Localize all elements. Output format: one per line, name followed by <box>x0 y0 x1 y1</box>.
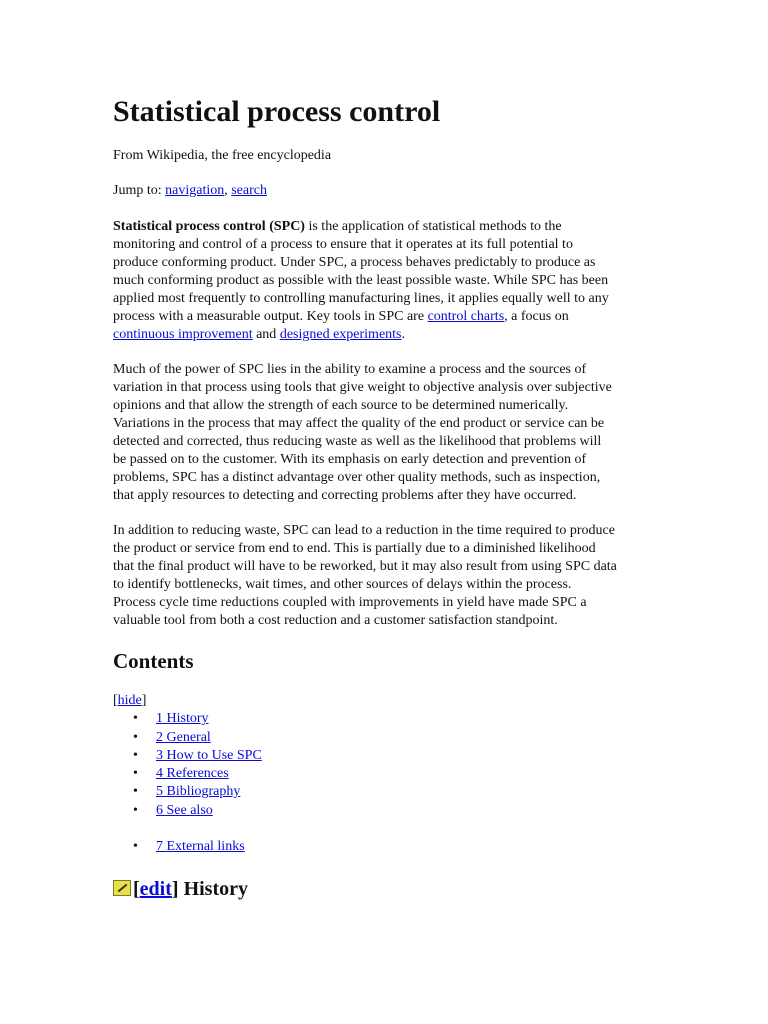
intro-line-1 <box>113 218 663 236</box>
tagline: From Wikipedia, the free encyclopedia <box>113 148 332 163</box>
power-line-7: problems, SPC has a distinct advantage over other quality methods, such as inspection, <box>113 470 601 485</box>
toc-item <box>113 729 262 747</box>
toc-link-how-to-use[interactable]: 3 How to Use SPC <box>156 747 262 763</box>
power-line-3: opinions and that allow the strength of each source to be determined numerically. <box>113 398 569 413</box>
waste-line-2: the product or service from end to end. This is partially due to a diminished likelihood <box>113 541 596 556</box>
table-of-contents <box>113 692 262 856</box>
toc-link-bibliography[interactable]: 5 Bibliography <box>156 784 241 800</box>
bullet-icon: • <box>133 802 138 818</box>
toc-link-see-also[interactable]: 6 See also <box>156 802 213 818</box>
power-line-6: be passed on to the customer. With its emphasis on early detection and prevention of <box>113 452 587 467</box>
intro-paragraph <box>113 218 663 344</box>
intro-line-6 <box>113 308 663 326</box>
navigation-link[interactable]: navigation <box>165 183 225 198</box>
designed-experiments-link[interactable]: designed experiments <box>279 327 402 342</box>
intro-line-1-text: is the application of statistical methods to the <box>304 219 562 234</box>
waste-line-5: Process cycle time reductions coupled with improvements in yield have made SPC a <box>113 595 587 610</box>
intro-line-7-and: and <box>252 327 280 342</box>
toc-list <box>113 710 262 856</box>
toc-item <box>113 838 262 856</box>
toc-item <box>113 783 262 801</box>
power-line-5: detected and corrected, thus reducing waste as well as the likelihood that problems will <box>113 434 602 449</box>
intro-line-7-period: . <box>401 327 405 342</box>
jump-separator: , <box>224 183 232 198</box>
toc-link-external-links[interactable]: 7 External links <box>156 839 245 855</box>
control-charts-link[interactable]: control charts <box>427 309 505 324</box>
hide-bracket-open: [ <box>113 693 118 708</box>
intro-line-7 <box>113 326 663 344</box>
edit-bracket-open: [ <box>133 878 140 900</box>
bullet-icon: • <box>133 747 138 763</box>
page-title: Statistical process control <box>113 95 441 128</box>
waste-line-4: to identify bottlenecks, wait times, and other sources of delays within the process. <box>113 577 572 592</box>
bullet-icon: • <box>133 839 138 855</box>
waste-line-6: valuable tool from both a cost reduction and a customer satisfaction standpoint. <box>113 613 558 628</box>
waste-line-3: that the final product will have to be reworked, but it may also result from using SPC data <box>113 559 617 574</box>
power-line-1: Much of the power of SPC lies in the ability to examine a process and the sources of <box>113 362 587 377</box>
pencil-icon[interactable] <box>113 880 131 896</box>
bullet-icon: • <box>133 711 138 727</box>
edit-bracket-close: ] <box>171 878 179 900</box>
intro-line-3: produce conforming product. Under SPC, a process behaves predictably to produce as <box>113 255 596 270</box>
power-line-8: that apply resources to detecting and correcting problems after they have occurred. <box>113 488 577 503</box>
bullet-icon: • <box>133 766 138 782</box>
waste-paragraph <box>113 522 663 630</box>
toc-item <box>113 747 262 765</box>
toc-hide-toggle <box>113 692 262 710</box>
bullet-icon: • <box>133 729 138 745</box>
toc-item <box>113 765 262 783</box>
bullet-icon: • <box>133 784 138 800</box>
continuous-improvement-link[interactable]: continuous improvement <box>113 327 253 342</box>
edit-link[interactable]: edit <box>139 878 172 900</box>
toc-link-general[interactable]: 2 General <box>156 729 211 745</box>
hide-toc-link[interactable]: hide <box>117 693 142 708</box>
jump-prefix: Jump to: <box>113 183 166 198</box>
contents-heading: Contents <box>113 649 194 673</box>
intro-line-6-end: , a focus on <box>504 309 569 324</box>
search-link[interactable]: search <box>231 183 267 198</box>
power-line-4: Variations in the process that may affect the quality of the end product or service can be <box>113 416 605 431</box>
toc-link-history[interactable]: 1 History <box>156 711 209 727</box>
toc-item <box>113 710 262 728</box>
intro-line-4: much conforming product as possible with the least possible waste. While SPC has been <box>113 273 609 288</box>
jump-links <box>113 182 267 200</box>
waste-line-1: In addition to reducing waste, SPC can lead to a reduction in the time required to produce <box>113 523 615 538</box>
power-line-2: variation in that process using tools that give weight to objective analysis over subjective <box>113 380 612 395</box>
intro-bold-term: Statistical process control (SPC) <box>113 219 305 234</box>
intro-line-6-text: process with a measurable output. Key tools in SPC are <box>113 309 428 324</box>
intro-line-5: applied most frequently to controlling manufacturing lines, it applies equally well to any <box>113 291 609 306</box>
intro-line-2: monitoring and control of a process to ensure that it operates at its full potential to <box>113 237 573 252</box>
hide-bracket-close: ] <box>141 693 147 708</box>
toc-item <box>113 802 262 820</box>
toc-link-references[interactable]: 4 References <box>156 766 229 782</box>
history-heading <box>113 876 248 902</box>
history-title: History <box>178 878 248 900</box>
power-paragraph <box>113 361 663 505</box>
